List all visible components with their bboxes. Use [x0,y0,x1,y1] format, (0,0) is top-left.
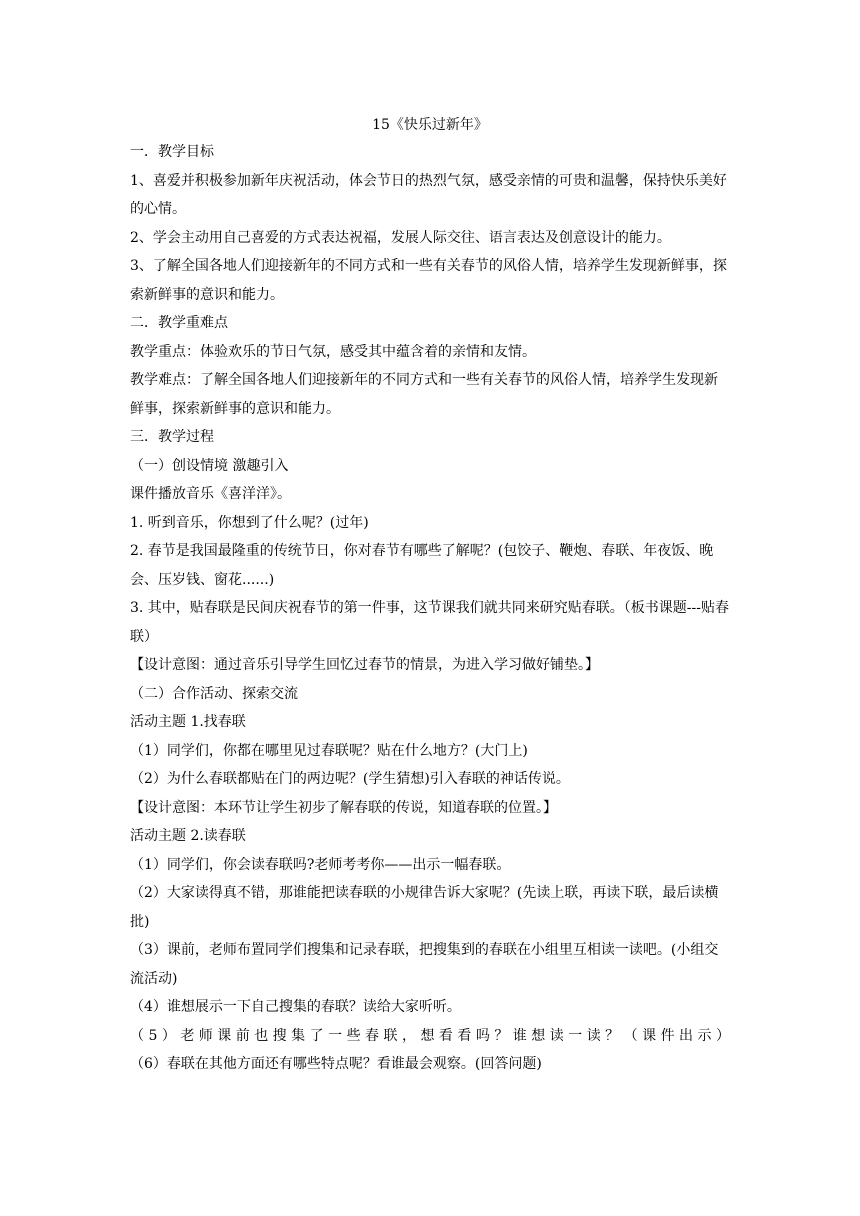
section-heading-key-points: 二．教学重难点 [130,315,228,331]
list-item: （6）春联在其他方面还有哪些特点呢？看谁最会观察。(回答问题) [130,1056,542,1072]
design-intent-note: 【设计意图：本环节让学生初步了解春联的传说，知道春联的位置。】 [130,799,557,816]
list-item: （5）老师课前也搜集了一些春联，想看看吗？谁想读一读？（课件出示） [130,1027,730,1044]
objective-1: 1、喜爱并积极参加新年庆祝活动，体会节日的热烈气氛，感受亲情的可贵和温馨，保持快乐美好的心情。 [130,172,727,217]
document-title: 15《快乐过新年》 [372,117,488,133]
list-item: （2）大家读得真不错，那谁能把读春联的小规律告诉大家呢？(先读上联，再读下联，最后读横批) [130,885,719,930]
subsection-heading-1: （一）创设情境 激趣引入 [130,457,289,474]
list-item: 2. 春节是我国最隆重的传统节日，你对春节有哪些了解呢？(包饺子、鞭炮、春联、年夜饭、晚会、压岁钱、窗花......) [130,543,714,588]
key-point: 教学重点：体验欢乐的节日气氛，感受其中蕴含着的亲情和友情。 [130,343,536,360]
objective-3: 3、了解全国各地人们迎接新年的不同方式和一些有关春节的风俗人情，培养学生发现新鲜事，探索新鲜事的意识和能力。 [130,258,727,303]
list-item: 3. 其中，贴春联是民间庆祝春节的第一件事，这节课我们就共同来研究贴春联。（板书课题---贴春联） [130,600,729,645]
list-item: 1. 听到音乐，你想到了什么呢？(过年) [130,514,369,531]
design-intent-note: 【设计意图：通过音乐引导学生回忆过春节的情景，为进入学习做好铺垫。】 [130,657,599,673]
list-item: （4）谁想展示一下自己搜集的春联？读给大家听听。 [130,999,461,1015]
list-item: （1）同学们，你都在哪里见过春联呢？贴在什么地方？(大门上) [130,742,528,759]
list-item: （1）同学们，你会读春联吗?老师考考你——出示一幅春联。 [130,856,511,873]
paragraph: 课件播放音乐《喜洋洋》。 [130,486,291,502]
list-item: （2）为什么春联都贴在门的两边呢？(学生猜想)引入春联的神话传说。 [130,771,570,787]
subsection-heading-2: （二）合作活动、探索交流 [130,685,298,702]
activity-heading: 活动主题 1.找春联 [130,714,246,730]
difficult-point: 教学难点：了解全国各地人们迎接新年的不同方式和一些有关春节的风俗人情，培养学生发现新鲜事，探索新鲜事的意识和能力。 [130,372,718,417]
activity-heading: 活动主题 2.读春联 [130,828,246,844]
document-page [130,112,730,1079]
objective-2: 2、学会主动用自己喜爱的方式表达祝福，发展人际交往、语言表达及创意设计的能力。 [130,229,671,246]
list-item: （3）课前，老师布置同学们搜集和记录春联，把搜集到的春联在小组里互相读一读吧。(小组交流活动) [130,942,719,987]
section-heading-process: 三．教学过程 [130,429,214,445]
section-heading-objectives: 一．教学目标 [130,144,214,160]
